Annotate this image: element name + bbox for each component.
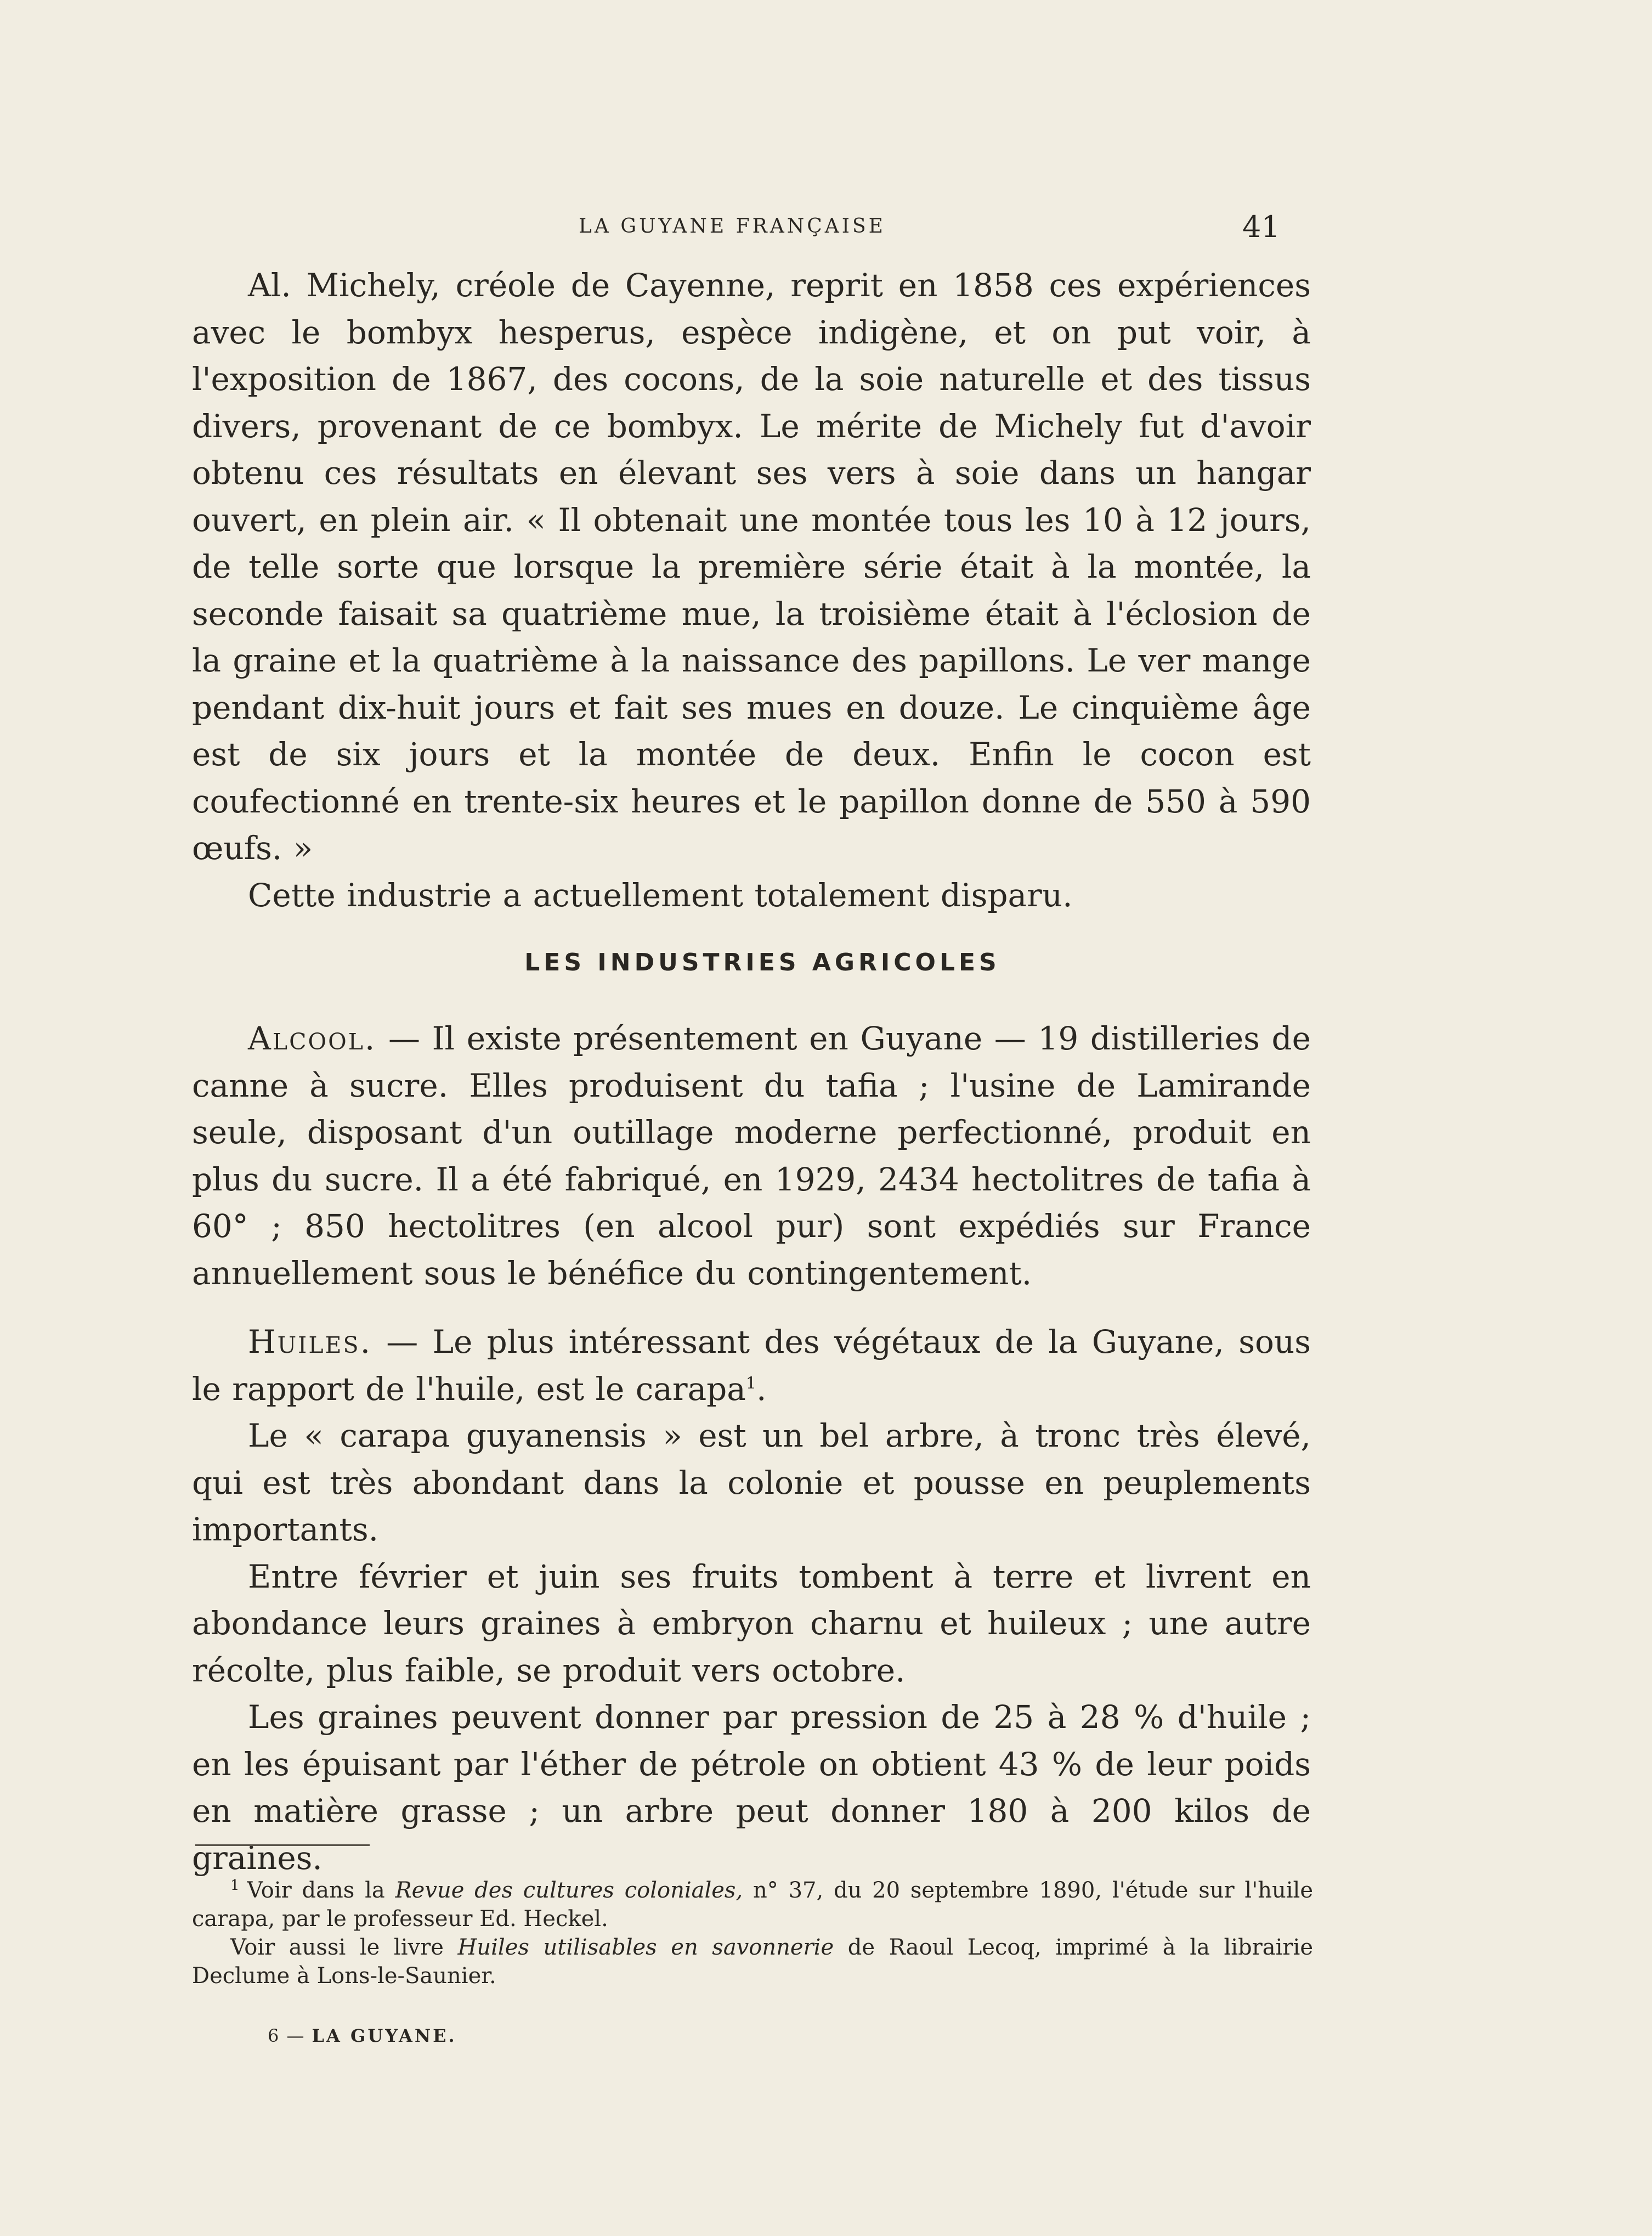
body-text [192, 262, 1311, 1882]
paragraph-alcool [192, 1015, 1311, 1297]
section-title: LES INDUSTRIES AGRICOLES [524, 948, 1000, 976]
signature-label: LA GUYANE. [312, 2025, 457, 2046]
paragraph-graines: Les graines peuvent donner par pression de 25 à 28 % d'huile ; en les épuisant par l'éther de pétrole on obtient 43 % de leur poids en matière grasse ; un arbre peut donner 180 à 200 kilos de graines. [192, 1698, 1311, 1877]
signature-mark [268, 2025, 457, 2046]
footnote-1-title: Revue des cultures coloniales, [395, 1878, 743, 1903]
huiles-label: Huiles. [248, 1323, 372, 1360]
footnote-ref[interactable]: 1 [745, 1374, 756, 1393]
footnote-2-pre: Voir aussi le livre [230, 1935, 444, 1960]
paragraph-michely: Al. Michely, créole de Cayenne, reprit en 1858 ces expériences avec le bombyx hesperus, espèce indigène, et on put voir, à l'exposition de 1867, des cocons, de la soie naturelle et des tissus divers, provenant de ce bombyx. Le mérite de Michely fut d'avoir obtenu ces résultats en élevant ses vers à soie dans un hangar ouvert, en plein air. « Il obtenait une montée tous les 10 à 12 jours, de telle sorte que lorsque la première série était à la montée, la seconde faisait sa quatrième mue, la troisième était à l'éclosion de la graine et la quatrième à la naissance des papillons. Le ver mange pendant dix-huit jours et fait ses mues en douze. Le cinquième âge est de six jours et la montée de deux. Enfin le cocon est coufectionné en trente-six heures et le papillon donne de 550 à 590 œufs. » [192, 267, 1311, 867]
alcool-text: — Il existe présentement en Guyane — 19 distilleries de canne à sucre. Elles produisent du tafia ; l'usine de Lamirande seule, disposant d'un outillage moderne perfectionné, produit en plus du sucre. Il a été fabriqué, en 1929, 2434 hectolitres de tafia à 60° ; 850 hectolitres (en alcool pur) sont expédiés sur France annuellement sous le bénéfice du contingentement. [192, 1020, 1311, 1292]
paragraph-carapa: Le « carapa guyanensis » est un bel arbre, à tronc très élevé, qui est très abondant dans la colonie et pousse en peuplements importants. [192, 1417, 1311, 1548]
footnote-divider [195, 1844, 370, 1846]
footnote-number: 1 [230, 1877, 240, 1894]
footnote-2-post: de Raoul Lecoq, imprimé à la librairie Declume à Lons-le-Saunier. [192, 1935, 1314, 1989]
running-title: LA GUYANE FRANÇAISE [579, 215, 886, 238]
paragraph-huiles [192, 1319, 1311, 1413]
footnotes [192, 1876, 1313, 1990]
footnote-2 [192, 1933, 1313, 1990]
huiles-text: — Le plus intéressant des végétaux de la Guyane, sous le rapport de l'huile, est le carapa [192, 1323, 1311, 1408]
paragraph-industrie-disparu: Cette industrie a actuellement totalement disparu. [248, 876, 1073, 914]
footnote-1-post: n° 37, du 20 septembre 1890, l'étude sur l'huile carapa, par le professeur Ed. Heckel. [192, 1878, 1314, 1932]
signature-number: 6 — [268, 2025, 305, 2046]
alcool-label: Alcool. [248, 1020, 377, 1057]
footnote-2-title: Huiles utilisables en savonnerie [457, 1935, 834, 1960]
paragraph-fevrier: Entre février et juin ses fruits tombent à terre et livrent en abondance leurs graines à embryon charnu et huileux ; une autre récolte, plus faible, se produit vers octobre. [192, 1557, 1311, 1689]
huiles-end: . [756, 1370, 767, 1408]
footnote-1-pre: Voir dans la [247, 1878, 385, 1903]
page-number: 41 [1242, 210, 1280, 244]
footnote-1 [192, 1876, 1313, 1933]
